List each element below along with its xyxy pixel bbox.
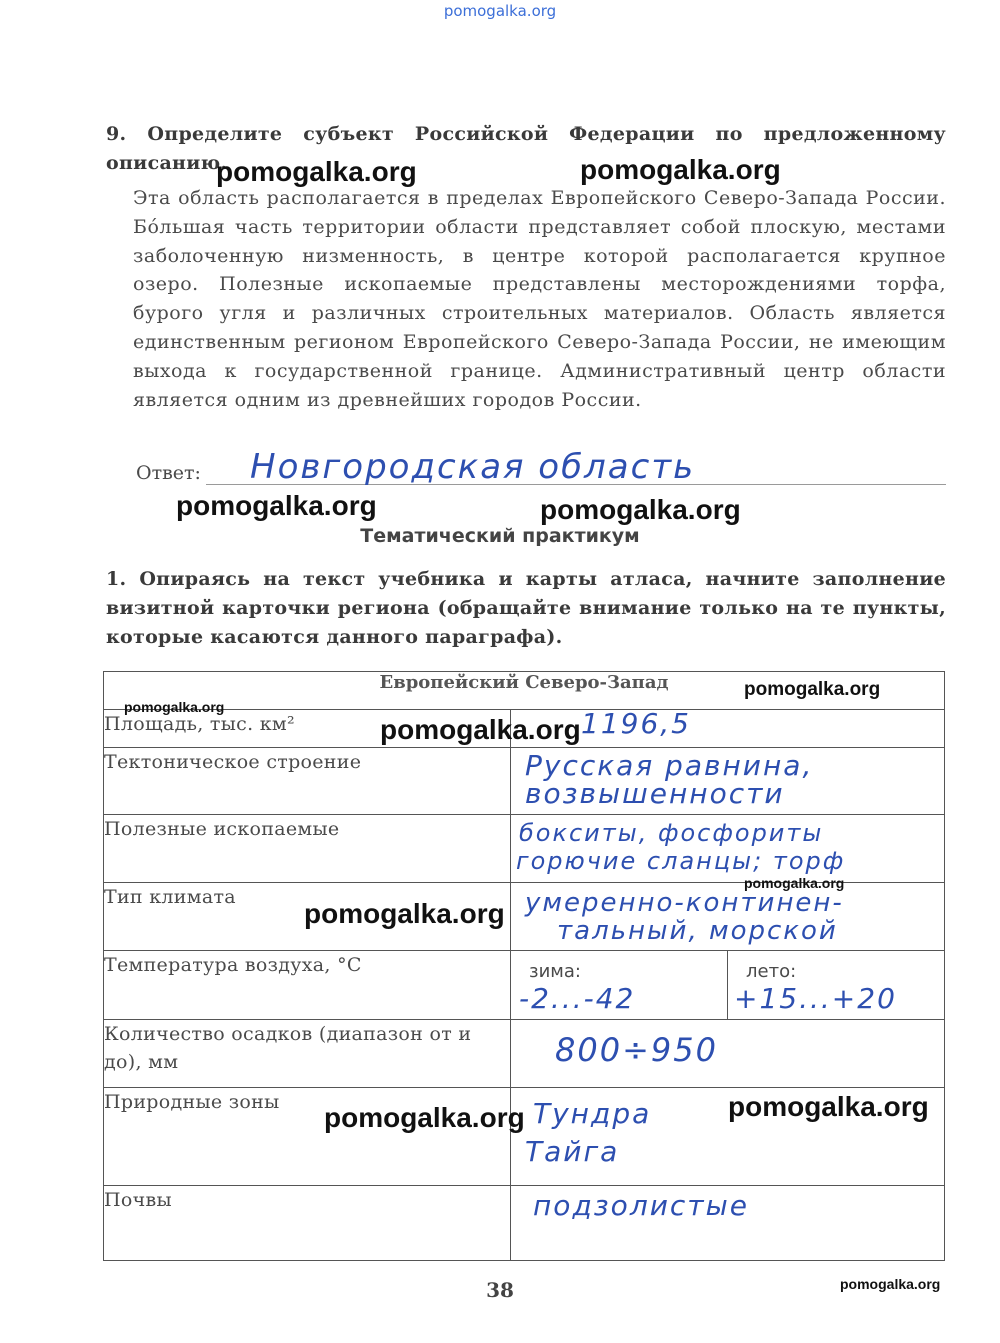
precipitation-value-cell	[511, 1020, 945, 1088]
minerals-line1: бокситы, фосфориты	[519, 819, 824, 847]
row-tectonics	[104, 748, 945, 815]
zones-label: Природные зоны	[104, 1088, 511, 1186]
minerals-label: Полезные ископаемые	[104, 815, 511, 883]
soils-value: подзолистые	[533, 1189, 749, 1222]
watermark-overlay[interactable]: pomogalka.org	[728, 1091, 929, 1122]
watermark-overlay[interactable]: pomogalka.org	[540, 494, 741, 525]
tectonics-label: Тектоническое строение	[104, 748, 511, 815]
row-precipitation	[104, 1020, 945, 1088]
summer-label: лето:	[746, 961, 797, 982]
climate-value-cell	[511, 883, 945, 951]
climate-label: Тип климата	[104, 883, 511, 951]
question-1-title: 1. Опираясь на текст учебника и карты атласа, начните заполнение визитной карточки региона (обращайте внимание только на те пункты, которые касаются данного параграфа).	[106, 568, 946, 648]
winter-value: -2...-42	[519, 982, 636, 1015]
minerals-value-cell	[511, 815, 945, 883]
row-minerals	[104, 815, 945, 883]
answer-handwriting: Новгородская область	[250, 447, 696, 487]
summer-value: +15...+20	[734, 982, 897, 1015]
winter-cell	[511, 951, 728, 1020]
page-number: 38	[486, 1278, 514, 1302]
row-climate	[104, 883, 945, 951]
watermark-overlay[interactable]: pomogalka.org	[744, 875, 845, 891]
answer-label: Ответ:	[136, 462, 201, 484]
watermark-overlay[interactable]: pomogalka.org	[216, 156, 417, 187]
card-header-text: Европейский Северо-Запад	[379, 672, 669, 693]
region-card-table	[103, 671, 945, 1261]
top-watermark[interactable]: pomogalka.org	[443, 2, 557, 20]
zones-line1: Тундра	[533, 1097, 652, 1130]
zones-line2: Тайга	[525, 1135, 620, 1168]
tectonics-value-cell	[511, 748, 945, 815]
climate-line2: тальный, морской	[557, 916, 838, 946]
area-label: Площадь, тыс. км²	[104, 710, 511, 748]
climate-line1: умеренно-континен-	[525, 888, 844, 918]
row-temperature	[104, 951, 945, 1020]
soils-value-cell	[511, 1186, 945, 1261]
temperature-label: Температура воздуха, °С	[104, 951, 511, 1020]
minerals-line2: горючие сланцы; торф	[516, 847, 846, 875]
summer-cell	[728, 951, 945, 1020]
row-soils	[104, 1186, 945, 1261]
precipitation-label: Количество осадков (диапазон от и до), мм	[104, 1020, 511, 1088]
question-9-body: Эта область располагается в пределах Европейского Северо-Запада России. Бо́льшая часть территории области представляет собой плоскую, местами заболоченную низменность, в центре которой располагается крупное озеро. Полезные ископаемые представлены месторождениями торфа, бурого угля и различных строительных материалов. Область является единственным регионом Европейского Северо-Запада России, не имеющим выхода к государственной границе. Административный центр области является одним из древнейших городов России.	[133, 187, 946, 411]
watermark-overlay[interactable]: pomogalka.org	[840, 1276, 941, 1292]
watermark-overlay[interactable]: pomogalka.org	[380, 714, 581, 745]
watermark-overlay[interactable]: pomogalka.org	[124, 699, 225, 715]
tectonics-line1: Русская равнина,	[525, 749, 814, 782]
precipitation-value: 800÷950	[555, 1031, 718, 1069]
question-9-title: 9. Определите субъект Российской Федерации по предложенному описанию.	[106, 123, 946, 174]
winter-label: зима:	[529, 961, 581, 982]
watermark-overlay[interactable]: pomogalka.org	[744, 679, 881, 700]
tectonics-line2: возвышенности	[525, 777, 785, 810]
soils-label: Почвы	[104, 1186, 511, 1261]
watermark-overlay[interactable]: pomogalka.org	[304, 898, 505, 929]
area-value: 1196,5	[581, 707, 691, 740]
watermark-overlay[interactable]: pomogalka.org	[324, 1102, 525, 1133]
watermark-overlay[interactable]: pomogalka.org	[580, 154, 781, 185]
watermark-overlay[interactable]: pomogalka.org	[176, 490, 377, 521]
section-title: Тематический практикум	[360, 525, 640, 547]
